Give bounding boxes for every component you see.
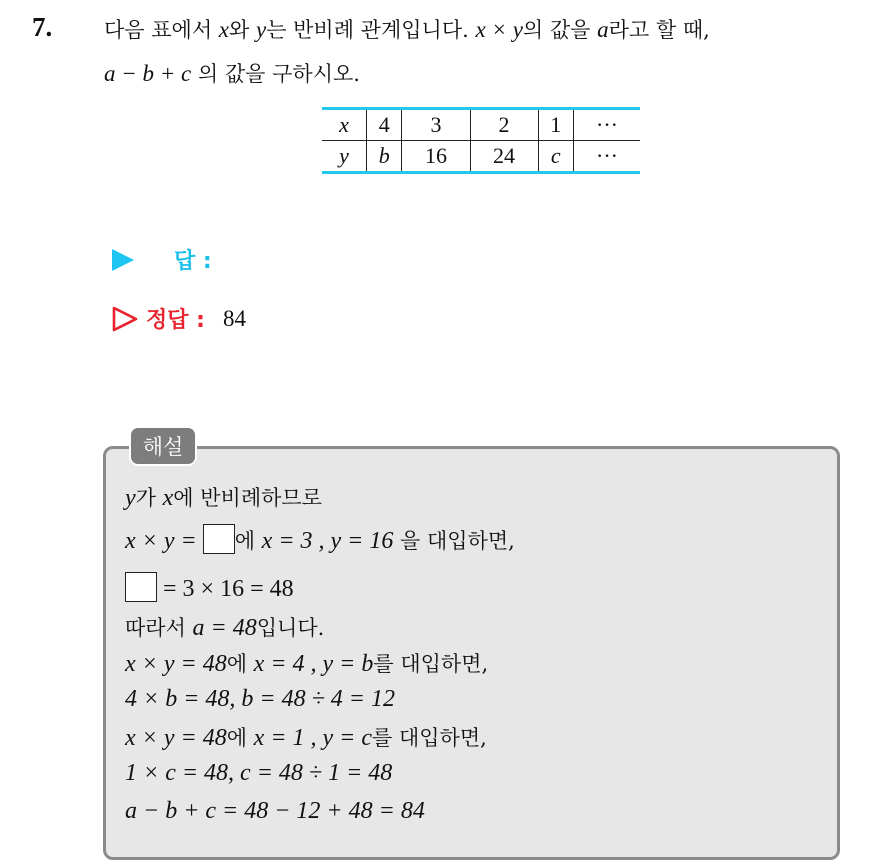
correct-answer-row	[112, 303, 246, 334]
solution-math: x = 3 , y = 16	[261, 528, 394, 554]
solution-text: 에	[234, 529, 262, 553]
question-text: 와	[229, 18, 256, 42]
solution-math: x = 1 , y = c	[253, 725, 373, 751]
solution-math: a − b + c = 48 − 12 + 48 = 84	[125, 798, 425, 824]
question-line-2	[104, 58, 360, 88]
solution-line-3	[125, 572, 294, 603]
outline-triangle-icon	[112, 306, 138, 332]
table-cell: 4	[367, 109, 402, 141]
solution-text: 에 반비례하므로	[173, 486, 322, 510]
answer-label: 답 :	[174, 249, 212, 274]
solution-math: x = 4 , y = b	[253, 651, 374, 677]
var-y: y	[125, 485, 136, 511]
table-row-x	[322, 109, 640, 141]
solution-math: 4 × b = 48, b = 48 ÷ 4 = 12	[125, 686, 395, 712]
solution-math: = 3 × 16 = 48	[157, 576, 294, 602]
solution-line-6	[125, 686, 395, 713]
var-x: x	[218, 17, 229, 42]
blank-box	[203, 524, 235, 554]
solution-line-1	[125, 482, 322, 512]
question-text: 의 값을 구하시오.	[191, 62, 360, 86]
question-text: 는 반비례 관계입니다.	[266, 18, 476, 42]
solution-math: x × y =	[125, 528, 203, 554]
solution-math: x × y = 48	[125, 725, 227, 751]
solution-text: 에	[226, 652, 254, 676]
solution-tab: 해설	[129, 426, 197, 466]
expr-x-times-y: x × y	[475, 17, 523, 42]
solution-line-7	[125, 722, 487, 752]
solution-text: 를 대입하면,	[372, 726, 487, 750]
solution-line-9	[125, 798, 425, 825]
correct-answer-label: 정답 :	[146, 308, 205, 333]
solution-text: 따라서	[125, 616, 193, 640]
question-text: 라고 할 때,	[608, 18, 710, 42]
table-cell: 1	[538, 109, 573, 141]
solution-line-5	[125, 648, 488, 678]
table-cell: b	[367, 141, 402, 173]
table-cell: y	[322, 141, 367, 173]
value-table	[322, 107, 640, 174]
question-text: 다음 표에서	[104, 18, 219, 42]
solution-text: 을 대입하면,	[393, 529, 515, 553]
solution-text: 에	[226, 726, 254, 750]
solution-line-2	[125, 524, 515, 555]
solution-text: 가	[135, 486, 163, 510]
answer-row	[112, 244, 212, 275]
table-cell: ···	[574, 141, 641, 173]
table-row-y	[322, 141, 640, 173]
solution-line-4	[125, 612, 324, 642]
solution-math: x × y = 48	[125, 651, 227, 677]
question-line-1	[104, 14, 710, 44]
table-cell: 3	[402, 109, 470, 141]
solution-line-8	[125, 760, 392, 787]
play-triangle-icon	[112, 249, 134, 271]
solution-text: 입니다.	[256, 616, 325, 640]
question-text: 의 값을	[522, 18, 598, 42]
correct-answer-value: 84	[222, 305, 246, 331]
table-cell: c	[538, 141, 573, 173]
var-y: y	[255, 17, 267, 42]
solution-text: 를 대입하면,	[373, 652, 489, 676]
table-cell: 16	[402, 141, 470, 173]
table-cell: 2	[470, 109, 538, 141]
expr-a-b-c: a − b + c	[104, 61, 192, 86]
var-x: x	[162, 485, 174, 511]
table-cell: 24	[470, 141, 538, 173]
question-number: 7.	[32, 12, 53, 42]
solution-math: a = 48	[192, 615, 257, 641]
var-a: a	[597, 17, 609, 42]
table-cell: ···	[574, 109, 641, 141]
blank-box	[125, 572, 157, 602]
table-cell: x	[322, 109, 367, 141]
solution-math: 1 × c = 48, c = 48 ÷ 1 = 48	[125, 760, 393, 786]
